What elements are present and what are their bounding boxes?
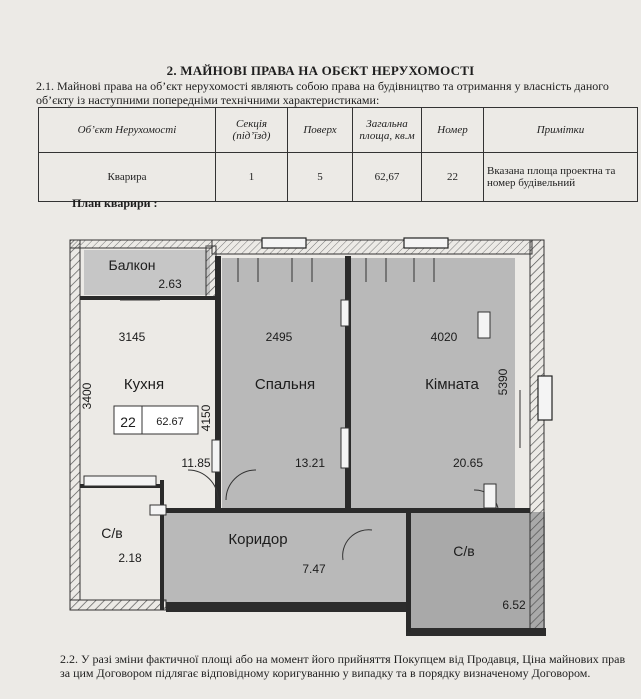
kitchen-width: 3145 xyxy=(118,330,146,344)
bedroom-height: 4150 xyxy=(199,404,213,432)
table-cell: 1 xyxy=(216,153,288,202)
room-area: 20.65 xyxy=(452,456,484,470)
column-header: Поверх xyxy=(288,108,353,153)
room-name: Кімната xyxy=(425,376,479,393)
badge-number: 22 xyxy=(120,414,136,430)
bedroom-width: 2495 xyxy=(265,330,293,344)
column-header: Примітки xyxy=(484,108,638,153)
room-width: 4020 xyxy=(430,330,458,344)
table-cell: 22 xyxy=(422,153,484,202)
balcony-name: Балкон xyxy=(108,257,156,273)
table-cell: 5 xyxy=(288,153,353,202)
bathroom-2-area: 6.52 xyxy=(502,598,526,612)
kitchen-name: Кухня xyxy=(123,376,165,393)
bathroom-1-area: 2.18 xyxy=(118,551,142,565)
table-cell: Вказана площа проектна та номер будівельний xyxy=(484,153,638,202)
column-header: Загальна площа, кв.м xyxy=(353,108,422,153)
room-height: 5390 xyxy=(496,368,510,396)
section-heading: 2. МАЙНОВІ ПРАВА НА ОБЄКТ НЕРУХОМОСТІ xyxy=(166,63,475,78)
bedroom-name: Спальня xyxy=(254,376,316,393)
column-header: Номер xyxy=(422,108,484,153)
corridor-area: 7.47 xyxy=(302,562,326,576)
balcony-north-wall xyxy=(70,240,212,248)
paragraph-2-2: 2.2. У разі зміни фактичної площі або на момент його прийняття Покупцем від Продавця, Ціна майнових прав за цим Договором підлягає відповідному коригуванню у випадку та в порядку визначеному Договором. xyxy=(60,652,626,680)
south-wall-corridor xyxy=(166,602,406,612)
kitchen-area: 11.85 xyxy=(181,456,211,470)
south-wall-left xyxy=(70,600,166,610)
badge-area: 62.67 xyxy=(156,416,184,428)
kitchen-height: 3400 xyxy=(80,382,94,410)
balcony-area: 2.63 xyxy=(158,277,182,291)
table-cell: Кварира xyxy=(39,153,216,202)
column-header: Об’єкт Нерухомості xyxy=(39,108,216,153)
bedroom-area: 13.21 xyxy=(294,456,326,470)
balcony-east-wall xyxy=(206,246,216,298)
north-wall xyxy=(212,240,532,254)
bathroom-1-name: С/в xyxy=(101,525,123,541)
paragraph-2-1: 2.1. Майнові права на об’єкт нерухомості являють собою права на будівництво та отримання у власність даного об’єкту із наступними попередніми технічними характеристиками: xyxy=(36,79,609,107)
corridor-floor xyxy=(164,512,412,602)
column-header: Секція (під’їзд) xyxy=(216,108,288,153)
plan-title: План кварири : xyxy=(72,196,158,210)
table-cell: 62,67 xyxy=(353,153,422,202)
west-wall xyxy=(70,240,80,600)
corridor-name: Коридор xyxy=(228,531,288,548)
south-wall-bath xyxy=(406,628,546,636)
bathroom-2-name: С/в xyxy=(453,543,475,559)
east-wall xyxy=(530,240,544,630)
